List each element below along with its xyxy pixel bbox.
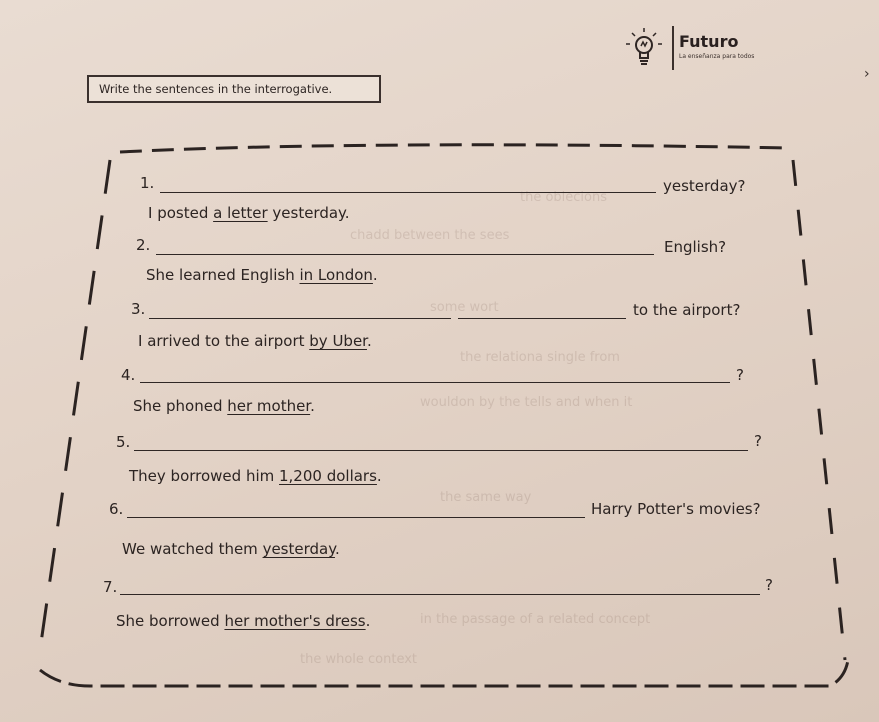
exercise-4-question-end: ? <box>736 366 744 384</box>
exercise-7-answer: She borrowed her mother's dress. <box>116 612 371 630</box>
exercise-7-question-end: ? <box>765 576 773 594</box>
exercise-3-question-end: to the airport? <box>633 301 741 319</box>
exercise-7-underlined: her mother's dress <box>224 612 366 630</box>
exercise-2-blank[interactable] <box>156 254 654 255</box>
exercise-4-underlined: her mother <box>227 397 311 415</box>
exercise-3-answer: I arrived to the airport by Uber. <box>138 332 372 350</box>
exercise-1-answer: I posted a letter yesterday. <box>148 204 350 222</box>
exercise-1-number: 1. <box>140 174 155 192</box>
exercise-2-underlined: in London <box>299 266 373 284</box>
exercise-6-underlined: yesterday <box>262 540 335 558</box>
exercise-1-blank[interactable] <box>160 192 656 193</box>
exercise-3-underlined: by Uber <box>309 332 367 350</box>
exercise-5-blank[interactable] <box>134 450 748 451</box>
exercise-3-number: 3. <box>131 300 146 318</box>
exercise-6-answer: We watched them yesterday. <box>122 540 340 558</box>
exercise-5-number: 5. <box>116 433 131 451</box>
exercise-2-question-end: English? <box>664 238 727 256</box>
logo-name: Futuro <box>679 32 739 51</box>
edge-mark: › <box>864 66 870 82</box>
exercise-6-question-end: Harry Potter's movies? <box>591 500 761 518</box>
exercise-7-blank[interactable] <box>120 594 760 595</box>
exercise-2-number: 2. <box>136 236 151 254</box>
exercise-6-blank[interactable] <box>127 517 585 518</box>
exercise-1-underlined: a letter <box>213 204 268 222</box>
exercise-3-blank-b[interactable] <box>458 318 626 319</box>
exercise-4-number: 4. <box>121 366 136 384</box>
exercise-4-answer: She phoned her mother. <box>133 397 315 415</box>
instruction-box: Write the sentences in the interrogative. <box>87 75 381 103</box>
exercise-7-number: 7. <box>103 578 118 596</box>
exercise-6-number: 6. <box>109 500 124 518</box>
logo-tagline: La enseñanza para todos <box>679 53 755 60</box>
exercise-3-blank-a[interactable] <box>149 318 451 319</box>
exercise-2-answer: She learned English in London. <box>146 266 378 284</box>
exercise-5-question-end: ? <box>754 432 762 450</box>
exercise-1-question-end: yesterday? <box>663 177 746 195</box>
exercise-5-underlined: 1,200 dollars <box>279 467 377 485</box>
exercise-5-answer: They borrowed him 1,200 dollars. <box>129 467 382 485</box>
exercise-4-blank[interactable] <box>140 382 730 383</box>
